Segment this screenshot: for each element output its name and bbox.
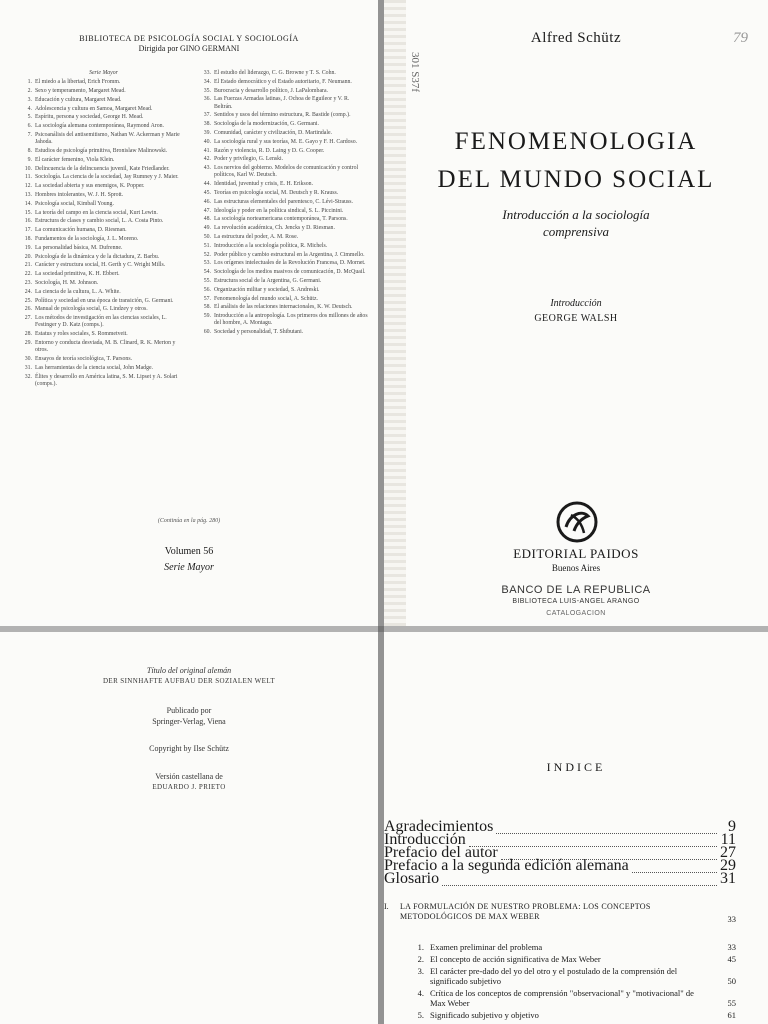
series-item-number: 56.: [203, 286, 211, 293]
series-item-text: Poder público y cambio estructural en la Argentina, J. Cimmello.: [214, 251, 365, 258]
copyright-line: Copyright by Ilse Schütz: [149, 744, 229, 753]
series-list-item: [18, 289, 189, 296]
series-list: [18, 70, 368, 390]
series-item-text: Delincuencia de la delincuencia juvenil, Kate Friedlander.: [35, 165, 170, 172]
series-list-item: [18, 123, 189, 130]
series-item-text: El carácter femenino, Viola Klein.: [35, 156, 115, 163]
publisher-city: Buenos Aires: [551, 563, 601, 573]
series-item-number: 44.: [203, 181, 211, 188]
series-list-item: [197, 225, 368, 232]
section-title: Examen preliminar del problema: [430, 942, 543, 952]
index-sections: [384, 632, 768, 1024]
series-item-number: 19.: [24, 244, 32, 251]
series-list-item: [197, 287, 368, 294]
series-list-item: [18, 262, 189, 269]
author-name: Alfred Schütz: [530, 30, 622, 46]
section-number: 5.: [417, 1010, 424, 1020]
series-item-number: 41.: [203, 147, 211, 154]
index-entry-title: Prefacio del autor: [384, 844, 498, 861]
series-list-item: [18, 166, 189, 173]
series-item-text: Comunidad, carácter y civilización, D. Martindale.: [214, 129, 332, 136]
chapter-title: LA FORMULACIÓN DE NUESTRO PROBLEMA: LOS CONCEPTOS METODOLÓGICOS DE MAX WEBER: [400, 902, 651, 921]
series-list-item: [197, 190, 368, 197]
series-list-item: [18, 218, 189, 225]
series-item-text: El miedo a la libertad, Erich Fromm.: [35, 79, 121, 86]
series-list-item: [197, 181, 368, 188]
library-stamp-line2: BIBLIOTECA LUIS-ANGEL ARANGO: [512, 598, 640, 605]
index-entry-title: Agradecimientos: [384, 818, 494, 835]
series-item-number: 3.: [27, 96, 32, 103]
series-list-item: [18, 331, 189, 338]
chapter-number: I.: [384, 902, 389, 911]
series-list-item: [18, 201, 189, 208]
series-item-number: 46.: [203, 198, 211, 205]
original-title: DER SINNHAFTE AUFBAU DER SOZIALEN WELT: [102, 677, 276, 685]
publisher-name: EDITORIAL PAIDOS: [513, 546, 639, 561]
series-item-text: La sociedad primitiva, K. H. Ebbert.: [35, 271, 120, 278]
series-item-text: Educación y cultura, Margaret Mead.: [35, 96, 122, 103]
series-item-text: La personalidad básica, M. Dufrenne.: [35, 244, 123, 251]
series-list-item: [197, 88, 368, 95]
series-name: Serie Mayor: [164, 562, 214, 573]
series-item-text: La teoría del campo en la ciencia social, Kurt Lewin.: [35, 209, 158, 216]
series-item-text: El Estado democrático y el Estado autoritario, F. Neumann.: [214, 78, 352, 85]
series-item-text: La ciencia de la cultura, L. A. White.: [35, 288, 121, 295]
series-item-text: Psicología social, Kimball Young.: [35, 200, 114, 207]
series-item-number: 58.: [203, 304, 211, 311]
section-title: Crítica de los conceptos de comprensión "observacional" y "motivacional" de Max Weber: [430, 988, 694, 1008]
book-title-line2: DEL MUNDO SOCIAL: [437, 166, 715, 193]
series-item-text: Las estructuras elementales del parentesco, C. Lévi-Strauss.: [214, 198, 353, 205]
series-list-item: [197, 269, 368, 276]
series-item-text: Política y sociedad en una época de transición, G. Germani.: [35, 297, 174, 304]
index-entry-page: 27: [720, 844, 736, 861]
series-item-number: 8.: [27, 147, 32, 154]
series-item-text: Los nervios del gobierno. Modelos de comunicación y control políticos, Karl W. Deutsch.: [214, 165, 359, 179]
series-item-text: Sociología, H. M. Johnson.: [35, 279, 99, 286]
series-list-item: [197, 208, 368, 215]
series-list-item: [18, 315, 189, 329]
series-item-text: Estudios de psicología primitiva, Bronislaw Malinowski.: [35, 147, 168, 154]
series-item-number: 52.: [203, 251, 211, 258]
series-item-text: La sociología norteamericana contemporánea, T. Parsons.: [214, 216, 348, 223]
series-list-item: [197, 260, 368, 267]
series-item-number: 38.: [203, 121, 211, 128]
series-item-number: 12.: [24, 183, 32, 190]
series-column-right: [197, 70, 368, 390]
series-item-number: 17.: [24, 227, 32, 234]
series-item-text: Fundamentos de la sociología, J. L. Moreno.: [35, 235, 139, 242]
series-item-text: La sociedad abierta y sus enemigos, K. Popper.: [35, 183, 145, 190]
series-item-number: 11.: [24, 174, 32, 181]
series-list-item: [18, 356, 189, 363]
series-list-item: [197, 112, 368, 119]
series-item-text: Introducción a la sociología política, R. Michels.: [214, 242, 328, 249]
series-item-number: 40.: [203, 138, 211, 145]
series-item-number: 45.: [203, 189, 211, 196]
series-list-item: [197, 148, 368, 155]
series-list-item: [18, 245, 189, 252]
series-item-number: 29.: [24, 339, 32, 346]
series-list-item: [197, 304, 368, 311]
series-item-text: Entorno y conducta desviada, M. B. Clinard, R. K. Merton y otros.: [35, 339, 176, 354]
index-section: [410, 942, 736, 953]
section-number: 2.: [417, 954, 424, 964]
series-header: BIBLIOTECA DE PSICOLOGÍA SOCIAL Y SOCIOLOGÍA: [79, 34, 299, 43]
series-list-item: [197, 121, 368, 128]
series-list-item: [18, 298, 189, 305]
series-item-number: 53.: [203, 260, 211, 267]
series-item-number: 54.: [203, 269, 211, 276]
series-item-text: Burocracia y desarrollo político, J. LaPalombara.: [214, 87, 328, 94]
title-page: [384, 0, 768, 626]
call-number: 301 S37f: [409, 52, 421, 93]
index-section: [410, 954, 736, 965]
series-list-item: [18, 210, 189, 217]
series-list-item: [18, 148, 189, 155]
series-list-item: [197, 278, 368, 285]
volume-number: Volumen 56: [164, 546, 214, 557]
series-list-item: [18, 374, 189, 388]
series-item-number: 18.: [24, 235, 32, 242]
series-item-number: 42.: [203, 156, 211, 163]
series-item-text: Identidad, juventud y crisis, E. H. Erikson.: [214, 181, 314, 188]
index-entry-page: 29: [720, 857, 736, 874]
series-item-number: 2.: [27, 88, 32, 94]
index-entry-page: 31: [720, 870, 736, 887]
series-page: [0, 0, 378, 626]
series-item-number: 25.: [24, 297, 32, 304]
series-item-text: Hombres intolerantes, W. J. H. Sprott.: [35, 191, 124, 198]
series-item-number: 13.: [24, 191, 32, 198]
series-item-number: 27.: [24, 315, 32, 322]
series-item-number: 23.: [24, 279, 32, 286]
series-list-item: [18, 227, 189, 234]
series-list-item: [18, 79, 189, 86]
serie-label: Serie Mayor: [89, 70, 118, 76]
section-number: 1.: [417, 942, 424, 952]
series-item-text: Razón y violencia, R. D. Laing y D. G. Cooper.: [214, 147, 325, 154]
series-list-item: [197, 139, 368, 146]
series-list-item: [18, 236, 189, 243]
original-publisher: Springer-Verlag, Viena: [152, 717, 226, 726]
series-item-text: La revolución académica, Ch. Jencks y D. Riesman.: [214, 225, 335, 232]
section-page: 55: [727, 998, 736, 1008]
series-item-text: Sociología de la modernización, G. Germani.: [214, 121, 319, 128]
series-item-text: La comunicación humana, D. Riesman.: [35, 227, 127, 234]
series-list-item: [197, 96, 368, 110]
series-list-item: [18, 114, 189, 121]
section-page: 61: [727, 1010, 736, 1020]
series-item-text: Teorías en psicología social, M. Deutsch y R. Krauss.: [214, 189, 339, 196]
original-title-label: Título del original alemán: [146, 666, 232, 675]
series-item-number: 59.: [203, 313, 211, 320]
series-item-text: Introducción a la antropología. Los primeros dos millones de años del hombre, A. Montagu.: [214, 313, 368, 327]
series-list-item: [18, 306, 189, 313]
chapter-page: 33: [727, 914, 736, 924]
index-entry-title: Introducción: [384, 831, 466, 848]
series-item-text: Psicoanálisis del antisemitismo, Nathan W. Ackerman y Marie Jahoda.: [35, 131, 180, 146]
index-heading: INDICE: [546, 760, 606, 774]
series-list-item: [197, 296, 368, 303]
series-item-text: Psicología de la dinámica y de la dictadura, Z. Barbu.: [35, 253, 160, 260]
index-entry-title: Prefacio a la segunda edición alemana: [384, 857, 629, 874]
series-list-item: [197, 234, 368, 241]
series-list-item: [18, 254, 189, 261]
series-item-text: Ideología y poder en la política sindical, S. L. Piccinini.: [214, 207, 344, 214]
series-list-item: [197, 199, 368, 206]
series-item-number: 10.: [24, 165, 32, 172]
series-list-item: [18, 280, 189, 287]
introduction-label: Introducción: [550, 298, 602, 309]
section-title: El concepto de acción significativa de Max Weber: [430, 954, 601, 964]
index-page: [384, 632, 768, 1024]
series-item-number: 5.: [27, 114, 32, 121]
series-item-text: La sociología alemana contemporánea, Raymond Aron.: [35, 123, 164, 130]
index-section: [410, 988, 736, 1010]
series-list-item: [197, 313, 368, 327]
series-director: Dirigida por GINO GERMANI: [138, 44, 240, 53]
series-item-number: 22.: [24, 271, 32, 278]
series-list-item: [18, 183, 189, 190]
series-item-number: 6.: [27, 123, 32, 130]
series-list-item: [197, 156, 368, 163]
series-item-number: 33.: [203, 70, 211, 76]
series-item-number: 51.: [203, 242, 211, 249]
series-item-text: El análisis de las relaciones internacionales, K. W. Deutsch.: [214, 304, 353, 311]
series-item-number: 28.: [24, 331, 32, 338]
version-label: Versión castellana de: [155, 772, 223, 781]
series-item-text: Espíritu, persona y sociedad, George H. Mead.: [35, 114, 144, 121]
index-entry-page: 9: [728, 818, 736, 835]
book-title-line1: FENOMENOLOGIA: [454, 128, 698, 155]
series-list-item: [197, 70, 368, 77]
section-number: 4.: [417, 988, 424, 998]
pencil-mark: 79: [733, 30, 748, 46]
subtitle-line2: comprensiva: [543, 224, 609, 239]
series-item-number: 55.: [203, 277, 211, 284]
copyright-page: [0, 632, 378, 1024]
series-list-item: [197, 216, 368, 223]
series-item-text: Las herramientas de la ciencia social, John Madge.: [35, 364, 153, 371]
series-item-number: 1.: [27, 79, 32, 86]
series-item-number: 39.: [203, 129, 211, 136]
series-list-item: [197, 252, 368, 259]
series-item-number: 16.: [24, 218, 32, 225]
series-list-item: [18, 365, 189, 372]
series-item-text: Sociología. La ciencia de la sociedad, Jay Rumney y J. Maier.: [35, 174, 179, 181]
index-section: [410, 1010, 736, 1021]
series-item-text: Estatus y roles sociales, S. Rommetveit.: [35, 331, 128, 338]
continued-note: (Continúa en la pág. 280): [157, 518, 221, 524]
series-item-text: Estructura de clases y cambio social, L. A. Costa Pinto.: [35, 218, 164, 225]
library-stamp-line1: BANCO DE LA REPUBLICA: [501, 584, 651, 596]
series-item-text: Carácter y estructura social, H. Gerth y C. Wright Mills.: [35, 262, 166, 269]
series-item-number: 43.: [203, 165, 211, 172]
series-item-text: Sociología de los medios masivos de comunicación, D. McQuail.: [214, 269, 366, 276]
series-item-text: Los orígenes intelectuales de la Revolución Francesa, D. Mornet.: [214, 260, 366, 267]
series-list-item: [18, 192, 189, 199]
series-item-number: 26.: [24, 306, 32, 313]
series-item-number: 7.: [27, 131, 32, 138]
series-item-number: 32.: [24, 373, 32, 380]
series-item-text: Organización militar y sociedad, S. Andreski.: [214, 286, 320, 293]
series-list-item: [18, 271, 189, 278]
series-item-text: Élites y desarrollo en América latina, S. M. Lipset y A. Solari (comps.).: [35, 373, 178, 387]
series-list-item: [197, 243, 368, 250]
series-item-number: 4.: [27, 105, 32, 112]
publisher-logo-icon: [555, 500, 599, 544]
series-item-text: Sociedad y personalidad, T. Shibutani.: [214, 329, 304, 336]
series-item-text: Ensayos de teoría sociológica, T. Parsons.: [35, 355, 133, 362]
library-stamp-line3: CATALOGACION: [546, 610, 606, 617]
index-entry-title: Glosario: [384, 870, 440, 887]
series-item-text: Los métodos de investigación en las ciencias sociales, L. Festinger y D. Katz (comps.).: [35, 315, 167, 329]
index-entry-page: 11: [720, 831, 736, 848]
series-item-number: 31.: [24, 364, 32, 371]
series-list-item: [197, 329, 368, 336]
section-page: 45: [727, 954, 736, 964]
section-page: 33: [727, 942, 736, 952]
series-list-item: [197, 130, 368, 137]
series-item-number: 20.: [24, 253, 32, 260]
series-item-text: Adolescencia y cultura en Samoa, Margaret Mead.: [35, 105, 153, 112]
series-item-number: 57.: [203, 295, 211, 302]
series-list-item: [18, 106, 189, 113]
series-item-number: 36.: [203, 96, 211, 103]
section-number: 3.: [417, 966, 424, 976]
series-item-number: 49.: [203, 225, 211, 232]
series-item-number: 48.: [203, 216, 211, 223]
series-item-text: Poder y privilegio, G. Lenski.: [214, 156, 284, 163]
series-list-item: [18, 340, 189, 354]
series-item-text: Las Fuerzas Armadas latinas, J. Ochoa de Eguileor y V. R. Beltrán.: [214, 96, 350, 110]
series-list-item: [18, 88, 189, 95]
series-list-item: [197, 79, 368, 86]
series-item-text: La estructura del poder, A. M. Rose.: [214, 233, 299, 240]
series-item-text: Fenomenología del mundo social, A. Schütz.: [214, 295, 319, 302]
published-label: Publicado por: [166, 706, 212, 715]
series-item-number: 9.: [27, 156, 32, 163]
section-page: 50: [727, 976, 736, 986]
series-column-left: [18, 70, 189, 390]
series-list-item: [18, 97, 189, 104]
series-item-text: Sexo y temperamento, Margaret Mead.: [35, 88, 126, 94]
series-item-number: 30.: [24, 355, 32, 362]
series-item-text: La sociología rural y sus teorías, M. E. Gayo y F. H. Cardoso.: [214, 138, 358, 145]
series-item-number: 21.: [24, 262, 32, 269]
series-item-number: 34.: [203, 78, 211, 85]
series-item-number: 15.: [24, 209, 32, 216]
section-title: El carácter pre-dado del yo del otro y el postulado de la comprensión del significado subjetivo: [430, 966, 678, 986]
index-section: [410, 966, 736, 988]
series-list-item: [197, 165, 368, 179]
series-item-number: 47.: [203, 207, 211, 214]
translator-name: EDUARDO J. PRIETO: [152, 783, 226, 791]
section-title: Significado subjetivo y objetivo: [430, 1010, 539, 1020]
subtitle-line1: Introducción a la sociología: [502, 207, 650, 222]
series-list-item: [18, 157, 189, 164]
series-item-number: 14.: [24, 200, 32, 207]
series-item-text: Manual de psicología social, G. Lindzey y otros.: [35, 306, 148, 313]
series-item-number: 37.: [203, 112, 211, 119]
series-item-text: Estructura social de la Argentina, G. Germani.: [214, 277, 322, 284]
series-item-text: El estudio del liderazgo, C. G. Browne y T. S. Cohn.: [214, 70, 336, 76]
series-item-number: 35.: [203, 87, 211, 94]
series-item-number: 24.: [24, 288, 32, 295]
series-list-item: [18, 174, 189, 181]
introduction-author: GEORGE WALSH: [534, 313, 618, 324]
series-list-item: [18, 132, 189, 146]
series-item-number: 50.: [203, 233, 211, 240]
series-item-text: Sentidos y usos del término estructura, R. Bastide (comp.).: [214, 112, 351, 119]
series-item-number: 60.: [203, 329, 211, 336]
